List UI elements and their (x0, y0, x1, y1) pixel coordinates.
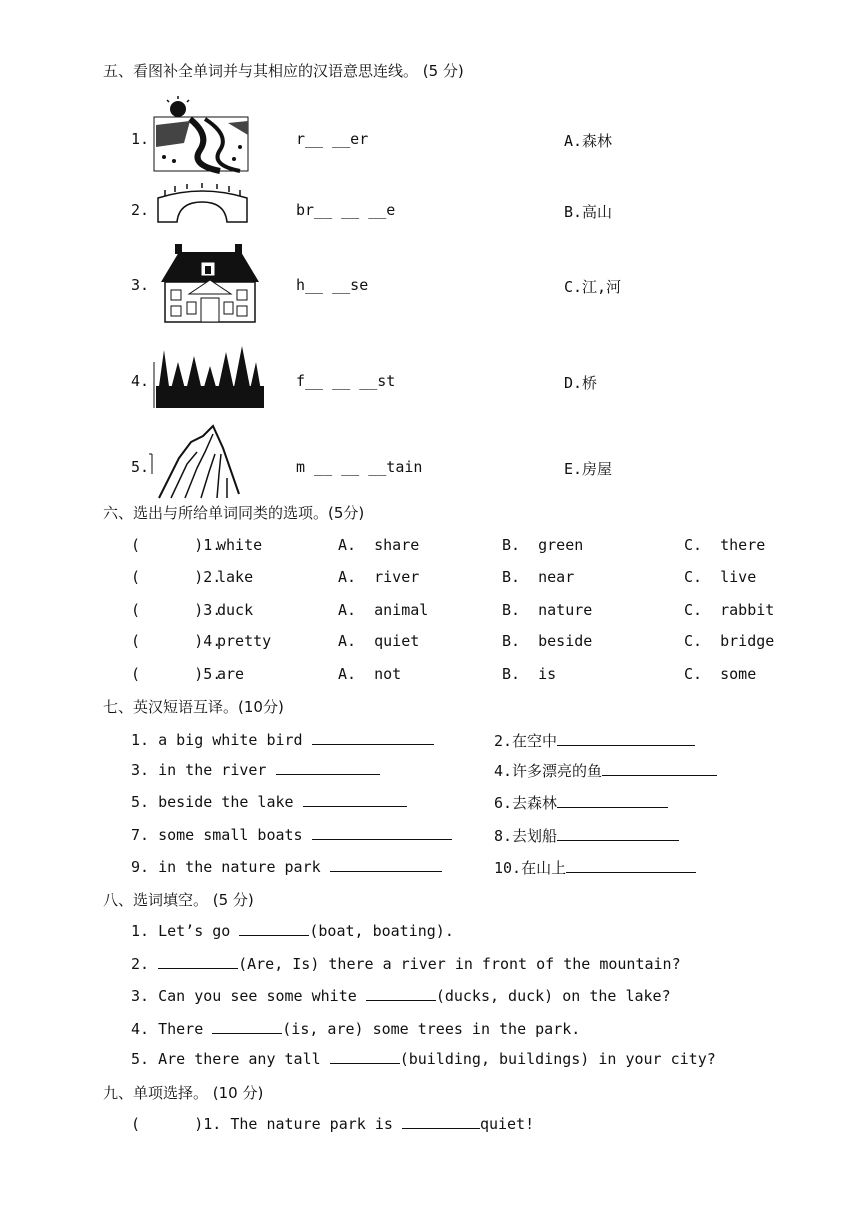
s7-phrase (494, 792, 668, 813)
s5-item-number: 4. (131, 372, 150, 390)
answer-blank[interactable] (158, 954, 238, 969)
section-5-title: 五、看图补全单词并与其相应的汉语意思连线。 (5 分) (103, 62, 464, 80)
s8-text-after: (is, are) some trees in the park. (282, 1020, 581, 1038)
s6-option-c: C. live (684, 568, 757, 586)
s6-answer-paren: ( )2. (131, 568, 222, 586)
answer-blank[interactable] (239, 921, 309, 936)
answer-blank[interactable] (557, 731, 695, 746)
s7-phrase-text: 8.去划船 (494, 827, 558, 845)
s5-item-number: 5. (131, 458, 150, 476)
s5-word: f__ __ __st (296, 372, 396, 390)
house-picture (157, 242, 263, 324)
s7-phrase-text: 2.在空中 (494, 732, 558, 750)
s6-option-a: A. share (338, 536, 420, 554)
s6-answer-paren: ( )5. (131, 665, 222, 683)
s7-phrase (494, 760, 717, 781)
s8-text-before: 2. (131, 955, 159, 973)
answer-blank[interactable] (557, 826, 679, 841)
s6-word: pretty (217, 632, 272, 650)
s9-text-after: quiet! (479, 1115, 535, 1133)
s8-text-after: (building, buildings) in your city? (399, 1050, 716, 1068)
answer-blank[interactable] (276, 760, 380, 775)
s7-phrase (131, 730, 434, 749)
s6-option-c: C. there (684, 536, 766, 554)
section-9-title: 九、单项选择。 (10 分) (103, 1084, 264, 1102)
s8-text-before: 3. Can you see some white (131, 987, 366, 1005)
s6-option-a: A. not (338, 665, 402, 683)
answer-blank[interactable] (366, 986, 436, 1001)
answer-blank[interactable] (566, 858, 696, 873)
s5-option: C.江,河 (564, 278, 622, 296)
s6-option-b: B. green (502, 536, 584, 554)
s8-sentence (131, 954, 681, 973)
s7-phrase (494, 825, 679, 846)
s8-text-after: (boat, boating). (309, 922, 454, 940)
bridge-picture (155, 182, 250, 226)
s7-phrase-text: 9. in the nature park (131, 858, 321, 876)
s6-answer-paren: ( )4. (131, 632, 222, 650)
s6-word: duck (217, 601, 254, 619)
s5-item-number: 2. (131, 201, 150, 219)
s6-word: white (217, 536, 263, 554)
s7-phrase (131, 857, 442, 876)
s5-item-number: 1. (131, 130, 150, 148)
s5-word: r__ __er (296, 130, 369, 148)
s6-word: are (217, 665, 245, 683)
section-6-title: 六、选出与所给单词同类的选项。(5分) (103, 504, 365, 522)
s7-phrase-text: 1. a big white bird (131, 731, 303, 749)
s6-option-a: A. animal (338, 601, 429, 619)
s7-phrase-text: 7. some small boats (131, 826, 303, 844)
answer-blank[interactable] (212, 1019, 282, 1034)
s8-text-after: (Are, Is) there a river in front of the mountain? (238, 955, 681, 973)
s5-option: E.房屋 (564, 460, 613, 478)
s9-question (131, 1114, 534, 1133)
s8-text-before: 4. There (131, 1020, 213, 1038)
s5-item-number: 3. (131, 276, 150, 294)
s5-option: B.高山 (564, 203, 613, 221)
answer-blank[interactable] (312, 825, 452, 840)
s8-text-before: 1. Let’s go (131, 922, 240, 940)
s5-word: h__ __se (296, 276, 369, 294)
s6-option-a: A. quiet (338, 632, 420, 650)
s8-sentence (131, 1049, 716, 1068)
answer-blank[interactable] (557, 793, 668, 808)
section-8-title: 八、选词填空。 (5 分) (103, 891, 254, 909)
section-7-title: 七、英汉短语互译。(10分) (103, 698, 284, 716)
answer-blank[interactable] (312, 730, 434, 745)
s6-word: lake (217, 568, 254, 586)
answer-blank[interactable] (402, 1114, 480, 1129)
s7-phrase-text: 5. beside the lake (131, 793, 294, 811)
s8-text-before: 5. Are there any tall (131, 1050, 330, 1068)
s7-phrase (131, 825, 452, 844)
s8-sentence (131, 986, 671, 1005)
answer-blank[interactable] (330, 1049, 400, 1064)
answer-blank[interactable] (602, 761, 717, 776)
s8-sentence (131, 921, 454, 940)
s7-phrase-text: 3. in the river (131, 761, 267, 779)
s6-option-b: B. nature (502, 601, 593, 619)
s7-phrase (131, 792, 407, 811)
s7-phrase (494, 857, 696, 878)
s5-word: br__ __ __e (296, 201, 396, 219)
forest-picture (152, 342, 264, 410)
s7-phrase (494, 730, 695, 751)
answer-blank[interactable] (330, 857, 442, 872)
s9-text-before: The nature park is (230, 1115, 402, 1133)
s7-phrase-text: 6.去森林 (494, 794, 558, 812)
s6-answer-paren: ( )3. (131, 601, 222, 619)
s6-option-b: B. is (502, 665, 557, 683)
s6-option-b: B. beside (502, 632, 593, 650)
s5-option: D.桥 (564, 374, 598, 392)
s7-phrase-text: 4.许多漂亮的鱼 (494, 762, 603, 780)
mountain-picture (147, 424, 241, 500)
s8-sentence (131, 1019, 580, 1038)
s6-option-c: C. some (684, 665, 757, 683)
s9-answer-paren: ( )1. (131, 1115, 222, 1133)
s6-option-c: C. bridge (684, 632, 775, 650)
s7-phrase-text: 10.在山上 (494, 859, 567, 877)
s6-option-a: A. river (338, 568, 420, 586)
s7-phrase (131, 760, 380, 779)
s6-option-c: C. rabbit (684, 601, 775, 619)
s5-option: A.森林 (564, 132, 613, 150)
s5-word: m __ __ __tain (296, 458, 423, 476)
s6-answer-paren: ( )1. (131, 536, 222, 554)
s6-option-b: B. near (502, 568, 575, 586)
answer-blank[interactable] (303, 792, 407, 807)
river-picture (150, 95, 252, 175)
s8-text-after: (ducks, duck) on the lake? (435, 987, 671, 1005)
